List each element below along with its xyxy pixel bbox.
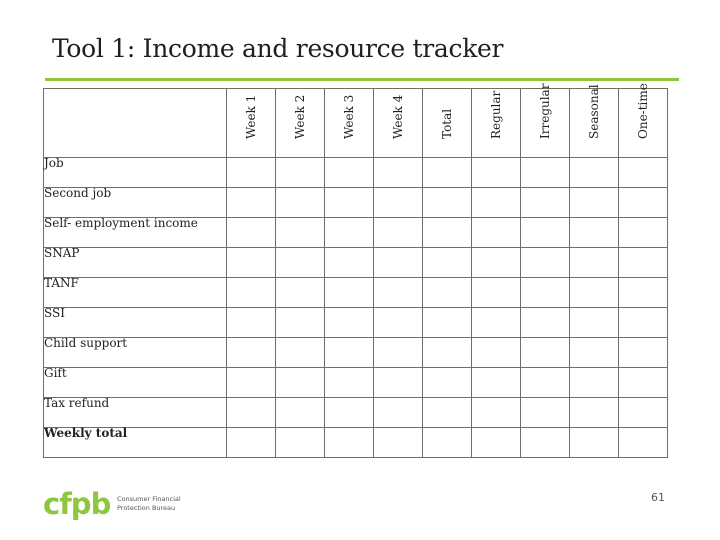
tracker-cell[interactable] (570, 218, 619, 248)
row-label (44, 188, 227, 218)
row-label (44, 398, 227, 428)
tracker-cell[interactable] (374, 368, 423, 398)
row-label-text: Second job (44, 186, 112, 200)
cfpb-logo-line2: Protection Bureau (117, 504, 176, 512)
tracker-cell[interactable] (325, 248, 374, 278)
tracker-cell[interactable] (227, 338, 276, 368)
tracker-cell[interactable] (325, 368, 374, 398)
column-header: Week 1 (227, 89, 276, 158)
row-label-text: Self- employment income (44, 216, 198, 230)
tracker-cell[interactable] (325, 278, 374, 308)
corner-cell (44, 89, 227, 158)
header-row (44, 89, 668, 158)
row-label (44, 428, 227, 458)
tracker-cell[interactable] (227, 428, 276, 458)
tracker-cell[interactable] (423, 218, 472, 248)
tracker-cell[interactable] (570, 188, 619, 218)
tracker-cell[interactable] (423, 308, 472, 338)
tracker-cell[interactable] (374, 248, 423, 278)
tracker-cell[interactable] (570, 398, 619, 428)
column-header: One-time (619, 89, 668, 158)
tracker-cell[interactable] (521, 308, 570, 338)
tracker-cell[interactable] (619, 428, 668, 458)
tracker-cell[interactable] (570, 338, 619, 368)
cfpb-logo (43, 487, 223, 521)
tracker-cell[interactable] (423, 188, 472, 218)
table-row (44, 158, 668, 188)
tracker-cell[interactable] (521, 218, 570, 248)
column-header: Seasonal (570, 89, 619, 158)
tracker-cell[interactable] (423, 278, 472, 308)
tracker-cell[interactable] (619, 308, 668, 338)
tracker-cell[interactable] (472, 188, 521, 218)
tracker-cell[interactable] (472, 428, 521, 458)
tracker-cell[interactable] (227, 398, 276, 428)
page-number: 61 (651, 491, 665, 504)
table-row (44, 188, 668, 218)
tracker-cell[interactable] (276, 428, 325, 458)
column-header: Week 3 (325, 89, 374, 158)
row-label (44, 368, 227, 398)
tracker-cell[interactable] (619, 398, 668, 428)
tracker-cell[interactable] (325, 308, 374, 338)
table-row (44, 248, 668, 278)
tracker-cell[interactable] (325, 188, 374, 218)
column-header: Week 2 (276, 89, 325, 158)
row-label-text: Job (44, 156, 64, 170)
income-tracker-table (43, 83, 668, 458)
table-row (44, 218, 668, 248)
tracker-cell[interactable] (325, 218, 374, 248)
row-label-text: Tax refund (44, 396, 110, 410)
tracker-cell[interactable] (227, 278, 276, 308)
row-label (44, 158, 227, 188)
tracker-cell[interactable] (325, 398, 374, 428)
tracker-cell[interactable] (325, 338, 374, 368)
tracker-cell[interactable] (276, 158, 325, 188)
tracker-cell[interactable] (619, 248, 668, 278)
column-header: Irregular (521, 89, 570, 158)
row-label (44, 308, 227, 338)
tracker-cell[interactable] (570, 368, 619, 398)
tracker-cell[interactable] (374, 218, 423, 248)
row-label-text: Gift (44, 366, 67, 380)
tracker-cell[interactable] (227, 248, 276, 278)
tracker-cell[interactable] (472, 368, 521, 398)
tracker-cell[interactable] (570, 278, 619, 308)
table-row (44, 308, 668, 338)
tracker-cell[interactable] (325, 428, 374, 458)
tracker-cell[interactable] (227, 308, 276, 338)
tracker-cell[interactable] (276, 398, 325, 428)
tracker-cell[interactable] (276, 248, 325, 278)
table-row (44, 368, 668, 398)
tracker-cell[interactable] (423, 158, 472, 188)
column-header: Week 4 (374, 89, 423, 158)
tracker-cell[interactable] (472, 308, 521, 338)
tracker-cell[interactable] (472, 248, 521, 278)
tracker-cell[interactable] (423, 398, 472, 428)
row-label-text: Child support (44, 336, 128, 350)
tracker-cell[interactable] (423, 428, 472, 458)
row-label (44, 248, 227, 278)
row-label-text: SNAP (44, 246, 80, 260)
table-row (44, 398, 668, 428)
tracker-cell[interactable] (276, 188, 325, 218)
row-label-text: SSI (44, 306, 65, 320)
tracker-cell[interactable] (570, 248, 619, 278)
tracker-cell[interactable] (374, 158, 423, 188)
tracker-cell[interactable] (374, 188, 423, 218)
tracker-cell[interactable] (570, 428, 619, 458)
tracker-cell[interactable] (472, 158, 521, 188)
tracker-cell[interactable] (276, 368, 325, 398)
tracker-cell[interactable] (423, 338, 472, 368)
cfpb-logo-wordmark: cfpb (43, 487, 111, 521)
row-label-text: Weekly total (44, 426, 128, 440)
column-header: Regular (472, 89, 521, 158)
tracker-cell[interactable] (276, 218, 325, 248)
tracker-cell[interactable] (619, 218, 668, 248)
tracker-cell[interactable] (472, 278, 521, 308)
tracker-cell[interactable] (276, 338, 325, 368)
tracker-cell[interactable] (521, 188, 570, 218)
tracker-cell[interactable] (374, 428, 423, 458)
tracker-cell[interactable] (521, 398, 570, 428)
row-label (44, 218, 227, 248)
tracker-cell[interactable] (423, 248, 472, 278)
tracker-cell[interactable] (472, 398, 521, 428)
table-row (44, 428, 668, 458)
tracker-cell[interactable] (374, 398, 423, 428)
row-label (44, 338, 227, 368)
tracker-cell[interactable] (227, 368, 276, 398)
tracker-cell[interactable] (423, 368, 472, 398)
tracker-cell[interactable] (374, 278, 423, 308)
tracker-cell[interactable] (227, 158, 276, 188)
tracker-cell[interactable] (374, 338, 423, 368)
page-title: Tool 1: Income and resource tracker (52, 34, 504, 63)
tracker-cell[interactable] (521, 278, 570, 308)
tracker-cell[interactable] (227, 218, 276, 248)
tracker-cell[interactable] (521, 368, 570, 398)
tracker-cell[interactable] (521, 338, 570, 368)
tracker-cell[interactable] (521, 428, 570, 458)
tracker-cell[interactable] (619, 368, 668, 398)
row-label (44, 278, 227, 308)
table-row (44, 278, 668, 308)
tracker-cell[interactable] (276, 278, 325, 308)
title-underline (45, 78, 679, 81)
tracker-cell[interactable] (472, 338, 521, 368)
tracker-cell[interactable] (472, 218, 521, 248)
table-row (44, 338, 668, 368)
cfpb-logo-line1: Consumer Financial (117, 495, 181, 503)
tracker-cell[interactable] (619, 188, 668, 218)
tracker-cell[interactable] (570, 158, 619, 188)
row-label-text: TANF (44, 276, 79, 290)
tracker-cell[interactable] (325, 158, 374, 188)
tracker-cell[interactable] (619, 278, 668, 308)
tracker-cell[interactable] (619, 158, 668, 188)
tracker-cell[interactable] (227, 188, 276, 218)
column-header: Total (423, 89, 472, 158)
tracker-cell[interactable] (521, 248, 570, 278)
tracker-cell[interactable] (276, 308, 325, 338)
tracker-cell[interactable] (619, 338, 668, 368)
tracker-cell[interactable] (374, 308, 423, 338)
tracker-cell[interactable] (570, 308, 619, 338)
tracker-cell[interactable] (521, 158, 570, 188)
